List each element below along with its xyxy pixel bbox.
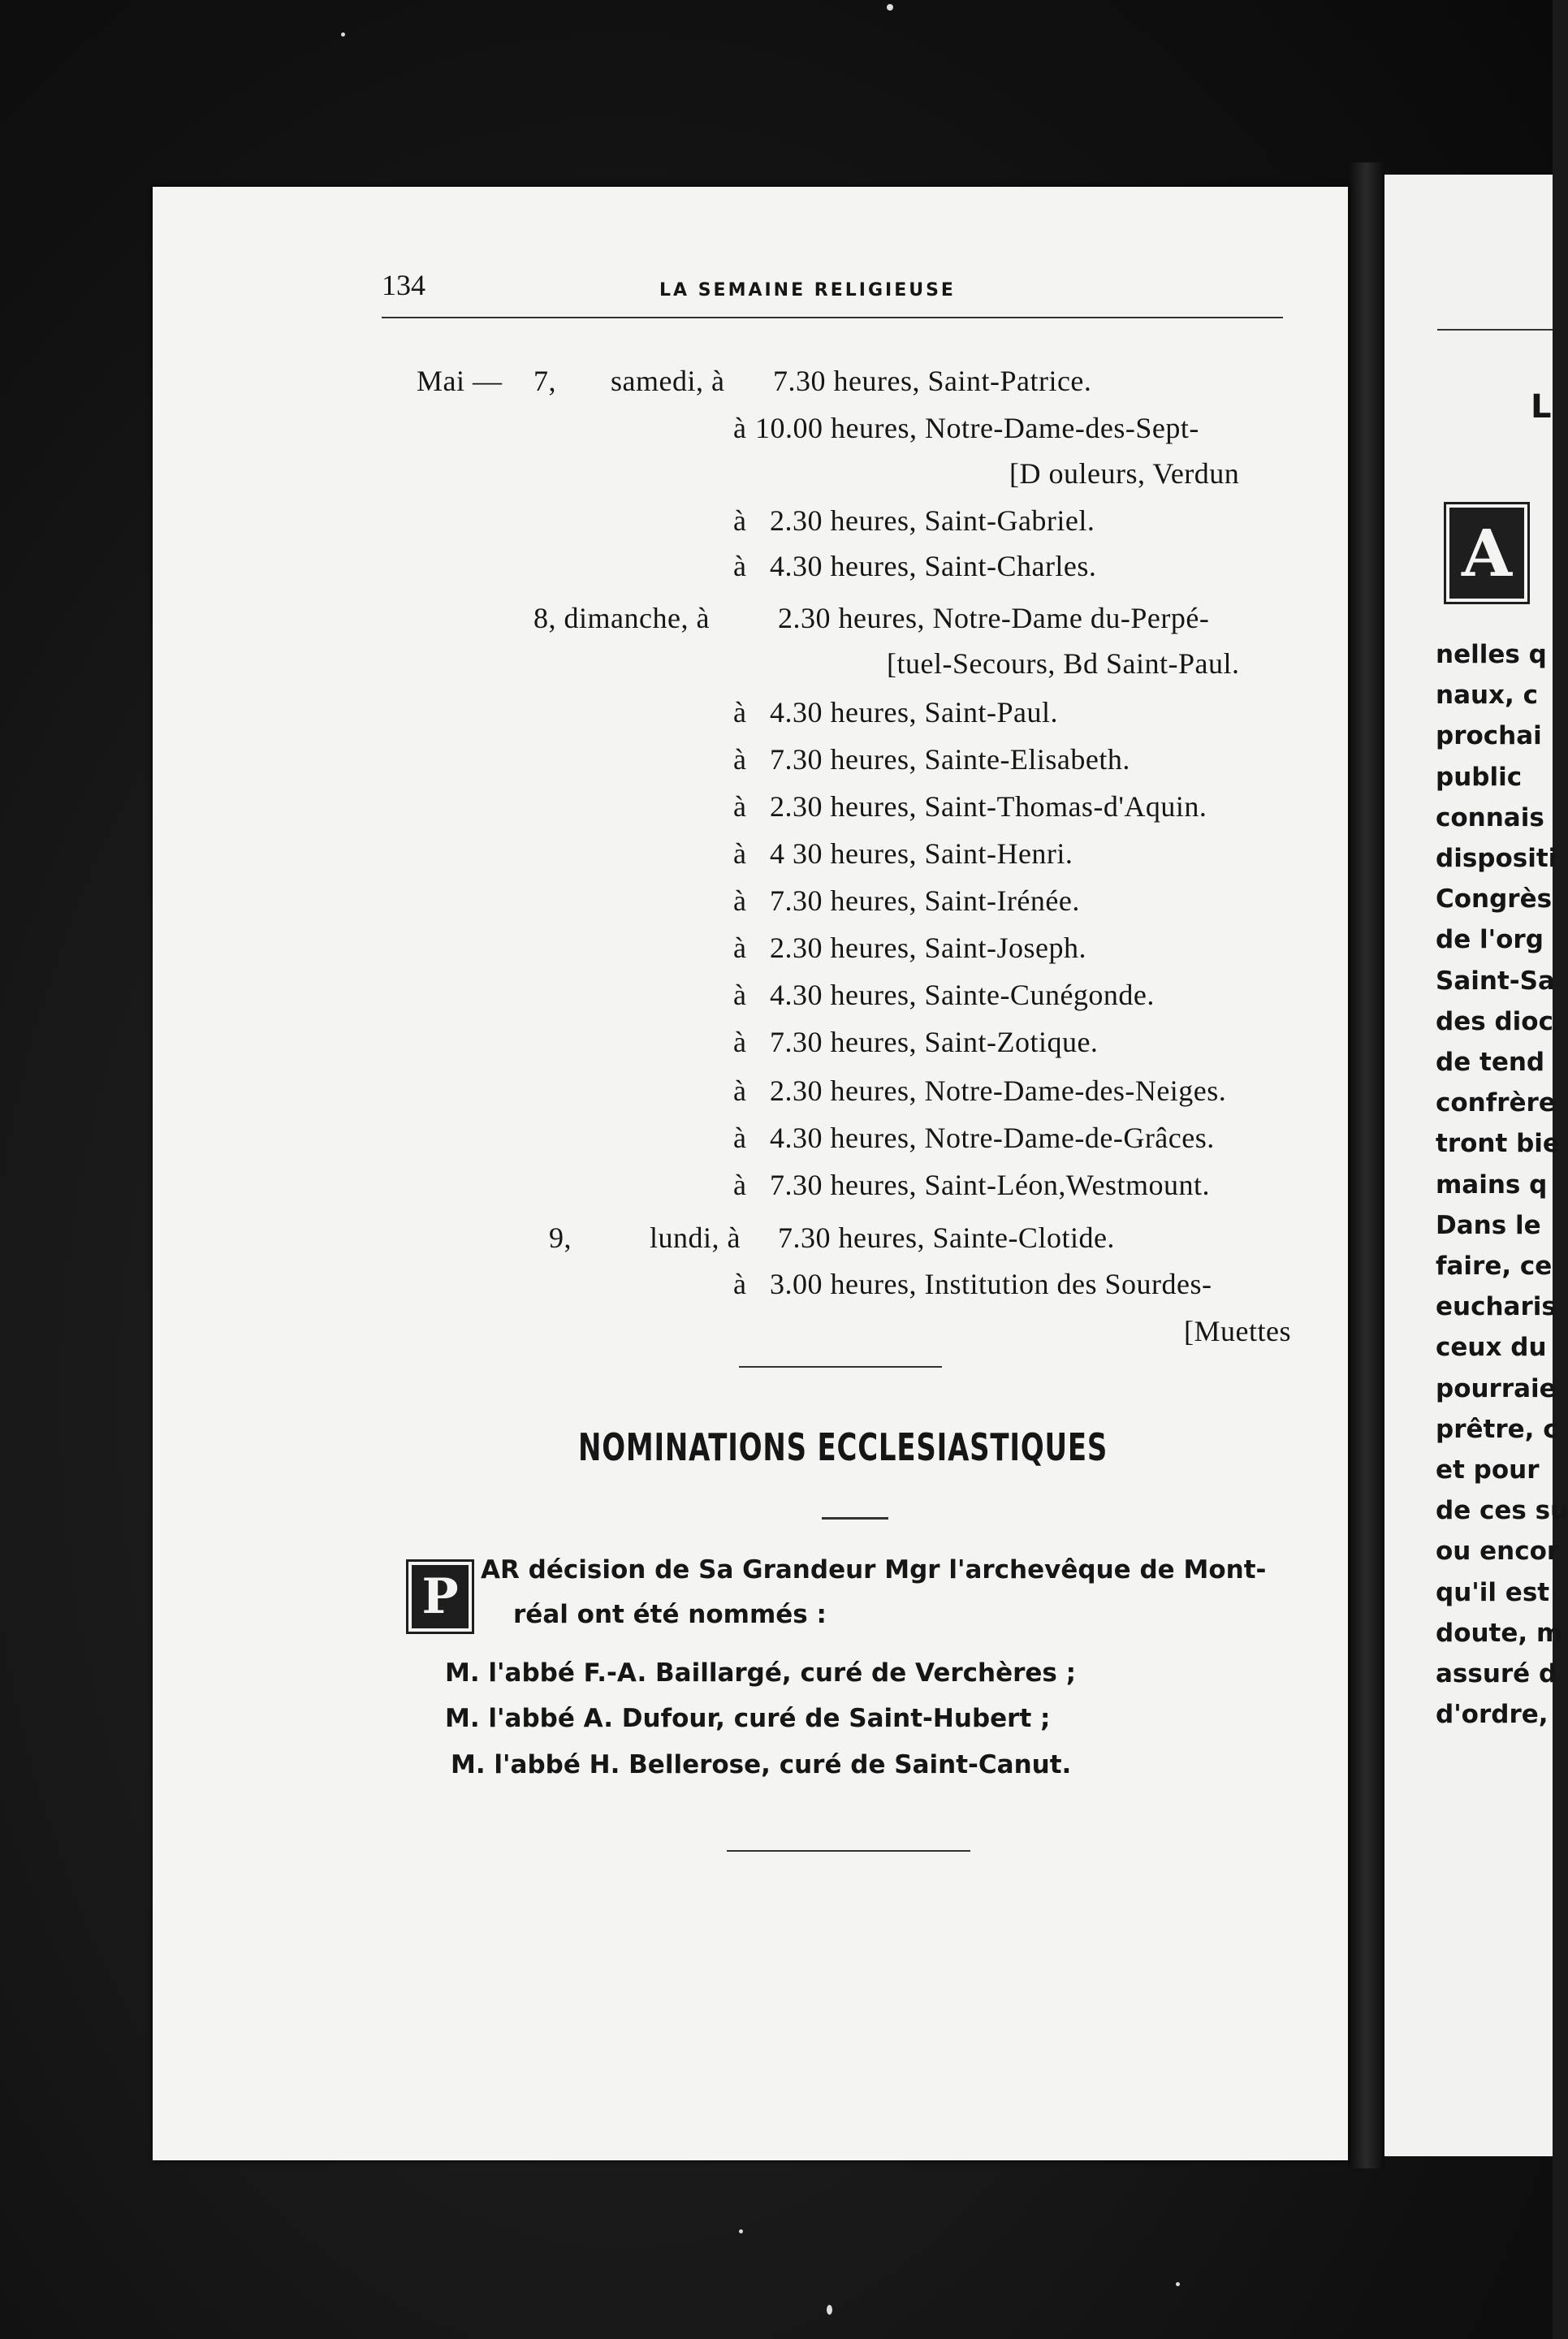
schedule-time: 4.30 heures, Saint-Charles. <box>770 550 1097 582</box>
schedule-time: 10.00 heures, Notre-Dame-des-Sept- <box>755 412 1199 444</box>
right-text-line: faire, ce <box>1436 1252 1553 1281</box>
right-header-rule <box>1437 329 1553 331</box>
schedule-prefix: à <box>733 1122 747 1154</box>
schedule-time: 7.30 heures, Sainte-Clotide. <box>778 1221 1115 1254</box>
right-text-line: ou encor <box>1436 1537 1560 1567</box>
dropcap-letter: P <box>406 1559 474 1634</box>
right-text-line: prochai <box>1436 721 1542 751</box>
schedule-prefix: à <box>733 412 747 444</box>
schedule-time: 4.30 heures, Notre-Dame-de-Grâces. <box>770 1122 1215 1154</box>
schedule-prefix: à <box>733 790 747 823</box>
running-title: LA SEMAINE RELIGIEUSE <box>659 280 956 300</box>
right-text-line: de tend <box>1436 1048 1545 1077</box>
right-page <box>1384 175 1553 2156</box>
right-text-line: Dans le <box>1436 1210 1541 1240</box>
schedule-prefix: à <box>733 1074 747 1107</box>
schedule-prefix: à <box>733 884 747 917</box>
schedule-prefix: à <box>733 1268 747 1300</box>
schedule-time: 2.30 heures, Saint-Thomas-d'Aquin. <box>770 790 1207 823</box>
schedule-prefix: à <box>733 743 747 776</box>
nomination-item: M. l'abbé F.-A. Baillargé, curé de Verchères ; <box>445 1658 1077 1688</box>
schedule-prefix: à <box>733 696 747 729</box>
right-text-line: mains q <box>1436 1170 1548 1200</box>
schedule-time: 7.30 heures, Saint-Irénée. <box>770 884 1080 917</box>
schedule-day-weekday: 8, dimanche, à <box>533 602 710 634</box>
right-text-line: dispositi <box>1436 844 1557 873</box>
right-text-line: de l'org <box>1436 925 1544 955</box>
right-dropcap: A <box>1444 502 1530 604</box>
right-text-line: Congrès <box>1436 884 1553 914</box>
dust-speck <box>827 2305 832 2315</box>
right-text-line: tront bie <box>1436 1129 1560 1159</box>
schedule-time: 7.30 heures, Saint-Léon,Westmount. <box>770 1169 1211 1201</box>
right-text-line: qu'il est <box>1436 1577 1550 1607</box>
schedule-time: 2.30 heures, Notre-Dame du-Perpé- <box>778 602 1210 634</box>
right-text-line: assuré d <box>1436 1659 1557 1688</box>
right-text-line: ceux du <box>1436 1333 1547 1363</box>
nominations-intro-line2: réal ont été nommés : <box>513 1600 827 1629</box>
schedule-day: 7, <box>533 365 556 397</box>
section-separator <box>739 1366 942 1368</box>
schedule-weekday: samedi, à <box>611 365 725 397</box>
page-number: 134 <box>382 269 425 301</box>
schedule-time: 2.30 heures, Saint-Joseph. <box>770 932 1086 964</box>
schedule-time: 7.30 heures, Sainte-Elisabeth. <box>770 743 1130 776</box>
right-text-line: pourraie <box>1436 1373 1557 1403</box>
schedule-prefix: à <box>733 504 747 537</box>
schedule-prefix: à <box>733 979 747 1011</box>
schedule-time: 2.30 heures, Notre-Dame-des-Neiges. <box>770 1074 1227 1107</box>
nominations-heading: NOMINATIONS ECCLESIASTIQUES <box>578 1425 1108 1469</box>
schedule-time: 3.00 heures, Institution des Sourdes- <box>770 1268 1212 1300</box>
schedule-continuation: [tuel-Secours, Bd Saint-Paul. <box>887 647 1240 680</box>
schedule-prefix: à <box>733 837 747 870</box>
right-text-line: d'ordre, <box>1436 1700 1549 1730</box>
book-gutter <box>1348 162 1384 2168</box>
end-rule <box>727 1850 970 1852</box>
schedule-prefix: à <box>733 1169 747 1201</box>
dust-speck <box>887 4 893 11</box>
nomination-item: M. l'abbé A. Dufour, curé de Saint-Hubert ; <box>445 1704 1051 1733</box>
right-text-line: naux, c <box>1436 681 1538 711</box>
schedule-time: 2.30 heures, Saint-Gabriel. <box>770 504 1095 537</box>
right-text-line: confrère <box>1436 1088 1556 1118</box>
right-text-line: des dioc <box>1436 1006 1553 1036</box>
right-text-line: connais <box>1436 802 1544 832</box>
schedule-time: 7.30 heures, Saint-Zotique. <box>770 1026 1099 1058</box>
right-text-line: et pour <box>1436 1455 1540 1485</box>
header-rule <box>382 317 1283 318</box>
right-title-fragment: L <box>1531 388 1552 426</box>
right-text-line: eucharis <box>1436 1292 1557 1322</box>
right-text-line: nelles q <box>1436 640 1547 669</box>
nomination-item: M. l'abbé H. Bellerose, curé de Saint-Canut. <box>451 1750 1072 1779</box>
schedule-continuation: [D ouleurs, Verdun <box>1009 457 1240 490</box>
schedule-continuation: [Muettes <box>1184 1315 1291 1347</box>
schedule-prefix: à <box>733 1026 747 1058</box>
heading-underline <box>822 1517 888 1520</box>
schedule-time: 4 30 heures, Saint-Henri. <box>770 837 1073 870</box>
nominations-intro-line1: AR décision de Sa Grandeur Mgr l'archevêque de Mont- <box>481 1555 1267 1585</box>
right-text-line: public <box>1436 762 1523 792</box>
dust-speck <box>739 2229 743 2233</box>
schedule-day: 9, <box>549 1221 572 1254</box>
right-text-line: prêtre, c <box>1436 1414 1558 1444</box>
right-text-line: de ces su <box>1436 1496 1568 1526</box>
schedule-time: 4.30 heures, Saint-Paul. <box>770 696 1058 729</box>
schedule-month: Mai — <box>417 365 503 397</box>
right-text-line: doute, m <box>1436 1618 1563 1648</box>
dust-speck <box>341 32 345 37</box>
schedule-time: 4.30 heures, Sainte-Cunégonde. <box>770 979 1155 1011</box>
right-text-line: Saint-Sa <box>1436 966 1555 996</box>
schedule-time: 7.30 heures, Saint-Patrice. <box>773 365 1092 397</box>
schedule-prefix: à <box>733 550 747 582</box>
dust-speck <box>1176 2282 1180 2286</box>
schedule-prefix: à <box>733 932 747 964</box>
schedule-weekday: lundi, à <box>650 1221 741 1254</box>
